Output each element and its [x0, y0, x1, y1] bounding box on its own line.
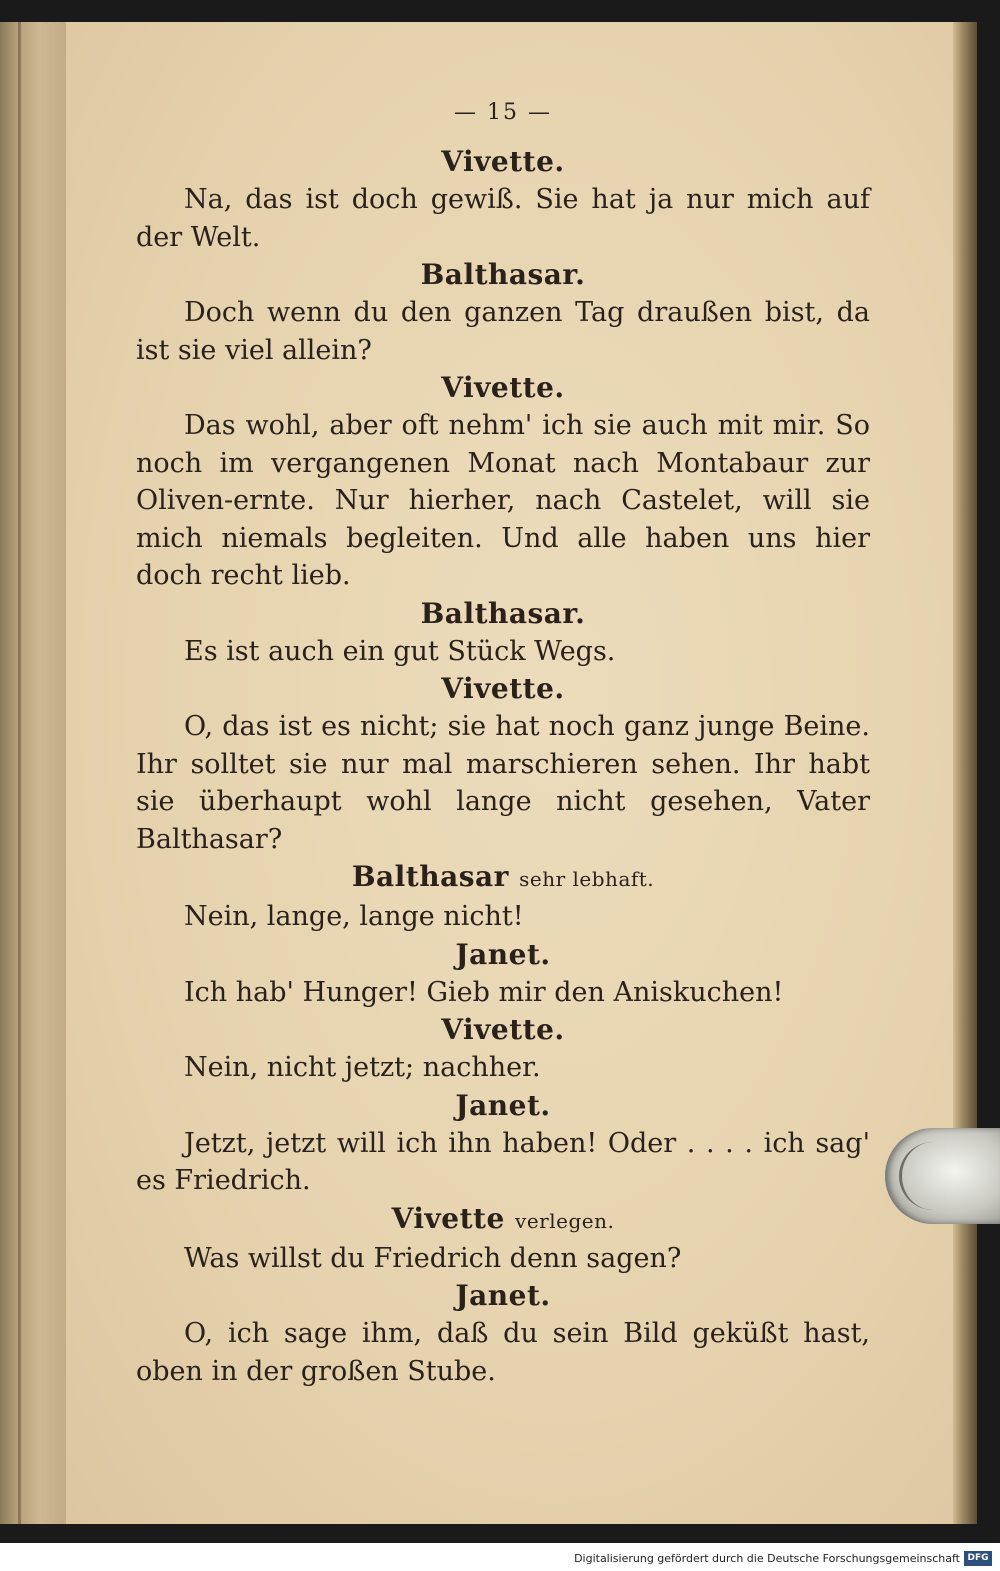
speaker-label: Janet.	[455, 937, 551, 971]
speaker-label: Vivette.	[441, 145, 565, 178]
book-edge-left	[0, 22, 66, 1524]
speaker-label: Janet.	[455, 1088, 551, 1122]
speaker-name	[136, 595, 870, 633]
page-clip	[885, 1128, 1000, 1224]
speaker-label: Vivette	[391, 1201, 505, 1235]
speaker-label: Janet.	[455, 1279, 551, 1312]
speaker-label: Vivette.	[441, 371, 565, 404]
dialogue-line: Was willst du Friedrich denn sagen?	[184, 1242, 682, 1274]
dialogue-block	[136, 670, 870, 858]
dialogue-block	[136, 143, 870, 256]
speaker-name	[136, 143, 870, 181]
stage-direction: sehr lebhaft.	[519, 867, 655, 891]
speaker-label: Balthasar	[351, 860, 509, 893]
funding-credit: Digitalisierung gefördert durch die Deutsche Forschungsgemeinschaft	[574, 1552, 960, 1565]
dialogue-line: Es ist auch ein gut Stück Wegs.	[184, 635, 616, 667]
speaker-name	[136, 1087, 870, 1125]
stage-direction: verlegen.	[515, 1208, 615, 1233]
dialogue-line: Das wohl, aber oft nehm' ich sie auch mit mir. So noch im vergangenen Monat nach Montabaur zur Oliven-ernte. Nur hierher, nach Castelet, will sie mich niemals begleiten. Und alle haben uns hier doch recht lieb.	[136, 410, 870, 591]
dialogue-block	[136, 1087, 870, 1200]
speaker-name	[136, 1011, 870, 1049]
speaker-label: Balthasar.	[420, 596, 586, 630]
speaker-name	[136, 1200, 870, 1240]
speaker-name	[136, 936, 870, 974]
footer-strip	[0, 1543, 1000, 1571]
book-edge-right	[953, 22, 977, 1524]
dialogue-line: Nein, nicht jetzt; nachher.	[184, 1052, 541, 1083]
page-number: — 15 —	[454, 100, 552, 125]
speaker-label: Vivette.	[441, 672, 565, 705]
speaker-name	[136, 1277, 870, 1315]
speaker-label: Vivette.	[441, 1013, 565, 1046]
dialogue-block	[136, 595, 870, 671]
dialogue-line: Nein, lange, lange nicht!	[184, 901, 524, 932]
speaker-name	[136, 670, 870, 708]
dialogue-line: Doch wenn du den ganzen Tag draußen bist, da ist sie viel allein?	[136, 297, 870, 366]
speaker-name	[136, 858, 870, 898]
speaker-name	[136, 256, 870, 294]
dialogue-line: Ich hab' Hunger! Gieb mir den Aniskuchen!	[184, 976, 784, 1008]
speaker-name	[136, 369, 870, 407]
dialogue-line: Na, das ist doch gewiß. Sie hat ja nur mich auf der Welt.	[136, 184, 870, 253]
dialogue-line: O, das ist es nicht; sie hat noch ganz junge Beine. Ihr solltet sie nur mal marschieren sehen. Ihr habt sie überhaupt wohl lange nicht gesehen, Vater Balthasar?	[136, 711, 870, 855]
dialogue-block	[136, 1277, 870, 1390]
dialogue-block	[136, 858, 870, 936]
dialogue-line: O, ich sage ihm, daß du sein Bild geküßt hast, oben in der großen Stube.	[136, 1318, 870, 1387]
page-text	[136, 100, 870, 1390]
dfg-logo: DFG	[964, 1551, 992, 1566]
dialogue-block	[136, 1200, 870, 1278]
dialogue-line: Jetzt, jetzt will ich ihn haben! Oder . . . . ich sag' es Friedrich.	[136, 1127, 870, 1196]
dialogue-block	[136, 256, 870, 369]
dialogue-block	[136, 1011, 870, 1087]
speaker-label: Balthasar.	[420, 258, 586, 291]
dialogue-block	[136, 369, 870, 595]
dialogue-block	[136, 936, 870, 1012]
